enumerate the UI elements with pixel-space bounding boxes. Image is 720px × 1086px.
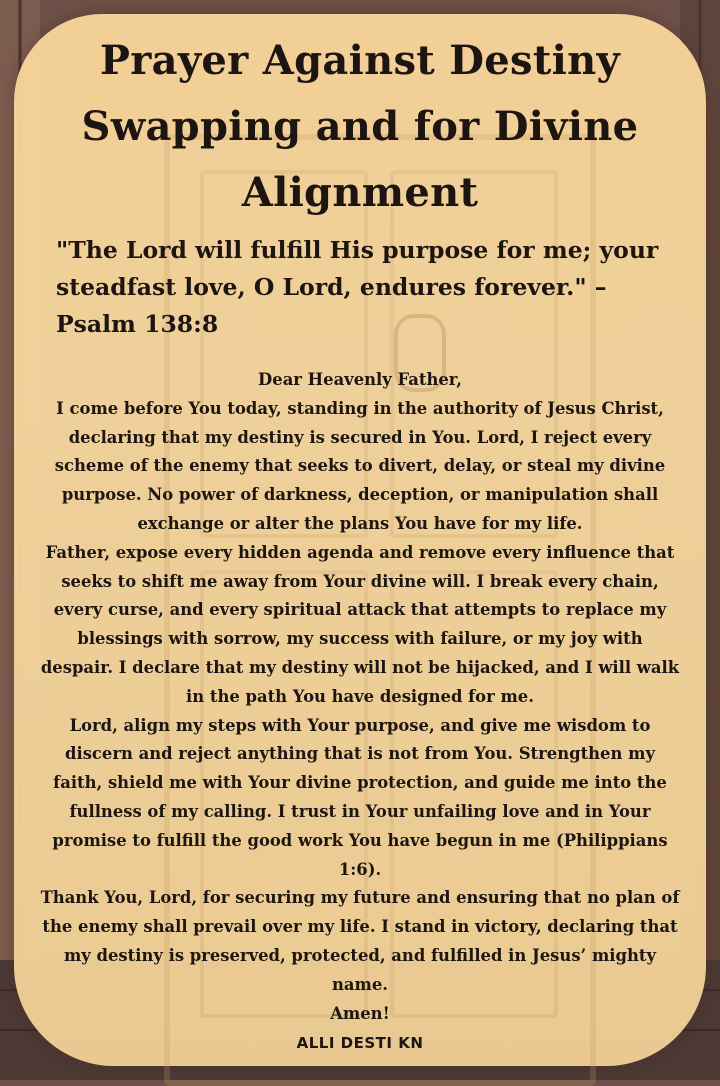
prayer-text: [40, 366, 680, 1028]
prayer-salutation: Dear Heavenly Father,: [258, 370, 462, 389]
prayer-closing: Amen!: [330, 1003, 390, 1023]
prayer-paragraph: I come before You today, standing in the authority of Jesus Christ, declaring that my destiny is secured in You. Lord, I reject every scheme of the enemy that seeks to divert, delay, or steal my divine purpose. No power of darkness, deception, or manipulation shall exchange or alter the plans You have for my life.: [54, 398, 666, 533]
page-title: Prayer Against Destiny Swapping and for Divine Alignment: [81, 37, 639, 216]
scripture-verse: "The Lord will fulfill His purpose for me; your steadfast love, O Lord, endures forever." – Psalm 138:8: [56, 236, 659, 338]
prayer-paragraph: Father, expose every hidden agenda and remove every influence that seeks to shift me away from Your divine will. I break every chain, every curse, and every spiritual attack that attempts to replace my blessings with sorrow, my success with failure, or my joy with despair. I declare that my destiny will not be hijacked, and I will walk in the path You have designed for me.: [40, 542, 680, 706]
author-signature: ALLI DESTI KN: [296, 1034, 424, 1052]
prayer-paragraph: Lord, align my steps with Your purpose, and give me wisdom to discern and reject anything that is not from You. Strengthen my faith, shield me with Your divine protection, and guide me into the fullness of my calling. I trust in Your unfailing love and in Your promise to fulfill the good work You have begun in me (Philippians 1:6).: [52, 715, 668, 879]
prayer-paragraph: Thank You, Lord, for securing my future and ensuring that no plan of the enemy shall prevail over my life. I stand in victory, declaring that my destiny is preserved, protected, and fulfilled in Jesus’ mighty name.: [40, 888, 680, 994]
